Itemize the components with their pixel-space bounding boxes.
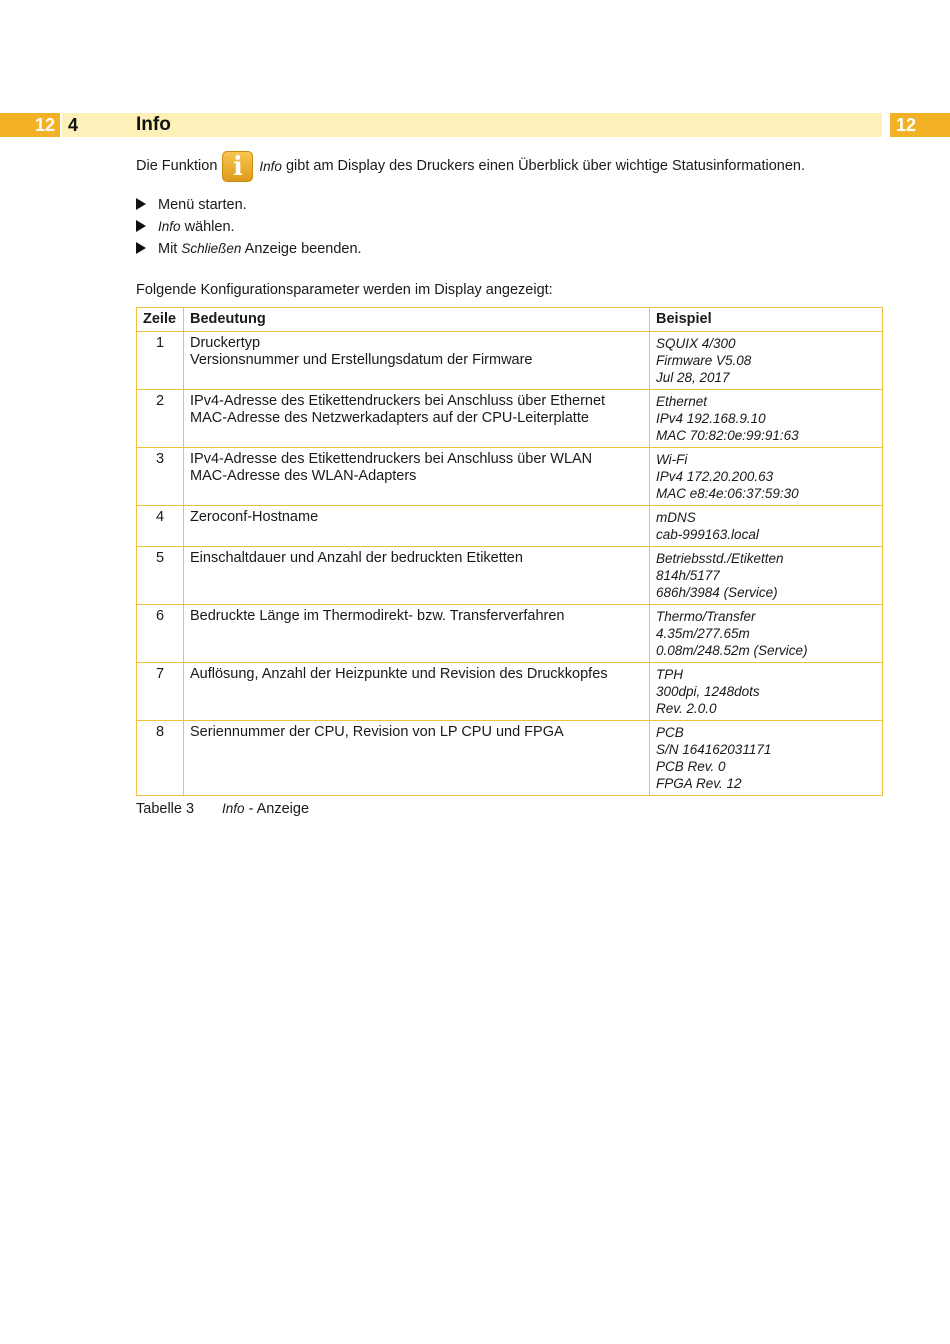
table-lead-text: Folgende Konfigurationsparameter werden im Display angezeigt:: [136, 282, 553, 298]
beispiel-line: Jul 28, 2017: [656, 370, 730, 385]
table-body: [137, 332, 883, 796]
beispiel-line: Firmware V5.08: [656, 353, 752, 368]
table-row: [137, 332, 883, 390]
cell-beispiel: [650, 605, 883, 663]
bedeutung-line: Druckertyp: [190, 335, 261, 351]
page-number-left: 12: [0, 113, 60, 137]
table-header-row: [137, 308, 883, 332]
triangle-bullet-icon: [136, 198, 146, 210]
bedeutung-line: Bedruckte Länge im Thermodirekt- bzw. Transferverfahren: [190, 608, 565, 624]
table-row: [137, 506, 883, 547]
cell-bedeutung: [184, 547, 650, 605]
beispiel-line: IPv4 172.20.200.63: [656, 469, 774, 484]
triangle-bullet-icon: [136, 242, 146, 254]
page-number-right: 12: [890, 113, 950, 137]
header-beispiel: Beispiel: [650, 308, 883, 332]
intro-after: gibt am Display des Druckers einen Überblick über wichtige Statusinformationen.: [285, 158, 805, 174]
table-caption: [136, 801, 309, 817]
bedeutung-line: Auflösung, Anzahl der Heizpunkte und Revision des Druckkopfes: [190, 666, 608, 682]
beispiel-line: MAC 70:82:0e:99:91:63: [656, 428, 799, 443]
beispiel-line: IPv4 192.168.9.10: [656, 411, 766, 426]
table-row: [137, 721, 883, 796]
beispiel-line: 300dpi, 1248dots: [656, 684, 760, 699]
intro-before: Die Funktion: [136, 158, 218, 174]
beispiel-line: Betriebsstd./Etiketten: [656, 551, 784, 566]
step-item: [136, 195, 362, 217]
cell-bedeutung: [184, 390, 650, 448]
cell-zeile: 5: [137, 547, 184, 605]
info-icon: i: [222, 151, 253, 182]
cell-bedeutung: [184, 448, 650, 506]
bedeutung-line: MAC-Adresse des Netzwerkadapters auf der CPU-Leiterplatte: [190, 410, 589, 426]
table-row: [137, 605, 883, 663]
page-header: [0, 113, 950, 137]
header-zeile: Zeile: [137, 308, 184, 332]
cell-bedeutung: [184, 605, 650, 663]
beispiel-line: 686h/3984 (Service): [656, 585, 778, 600]
step-prefix: Mit: [158, 241, 178, 257]
cell-bedeutung: [184, 663, 650, 721]
cell-beispiel: [650, 721, 883, 796]
caption-text: - Anzeige: [248, 801, 310, 817]
cell-bedeutung: [184, 721, 650, 796]
step-list: [136, 195, 362, 261]
beispiel-line: 0.08m/248.52m (Service): [656, 643, 808, 658]
cell-bedeutung: [184, 332, 650, 390]
beispiel-line: TPH: [656, 667, 683, 682]
beispiel-line: MAC e8:4e:06:37:59:30: [656, 486, 799, 501]
table-row: [137, 547, 883, 605]
beispiel-line: SQUIX 4/300: [656, 336, 736, 351]
beispiel-line: mDNS: [656, 510, 696, 525]
beispiel-line: cab-999163.local: [656, 527, 759, 542]
cell-zeile: 7: [137, 663, 184, 721]
step-item: [136, 217, 362, 239]
beispiel-line: Ethernet: [656, 394, 708, 409]
table-row: [137, 663, 883, 721]
caption-label: Tabelle 3: [136, 801, 195, 817]
cell-zeile: 2: [137, 390, 184, 448]
config-table: [136, 307, 883, 796]
intro-paragraph: [136, 150, 805, 182]
beispiel-line: Thermo/Transfer: [656, 609, 756, 624]
bedeutung-line: MAC-Adresse des WLAN-Adapters: [190, 468, 417, 484]
step-emphasis: Schließen: [181, 241, 242, 256]
step-emphasis: Info: [158, 219, 181, 234]
step-text: Anzeige beenden.: [244, 241, 362, 257]
bedeutung-line: Einschaltdauer und Anzahl der bedruckten Etiketten: [190, 550, 523, 566]
step-text: Menü starten.: [158, 197, 247, 213]
beispiel-line: 4.35m/277.65m: [656, 626, 750, 641]
cell-bedeutung: [184, 506, 650, 547]
beispiel-line: Rev. 2.0.0: [656, 701, 717, 716]
step-item: [136, 239, 362, 261]
step-text: wählen.: [184, 219, 235, 235]
bedeutung-line: Versionsnummer und Erstellungsdatum der Firmware: [190, 352, 533, 368]
beispiel-line: 814h/5177: [656, 568, 720, 583]
table-row: [137, 448, 883, 506]
cell-beispiel: [650, 390, 883, 448]
cell-zeile: 4: [137, 506, 184, 547]
intro-function-name: Info: [259, 158, 282, 174]
beispiel-line: FPGA Rev. 12: [656, 776, 742, 791]
cell-zeile: 1: [137, 332, 184, 390]
bedeutung-line: IPv4-Adresse des Etikettendruckers bei Anschluss über Ethernet: [190, 393, 606, 409]
cell-zeile: 6: [137, 605, 184, 663]
cell-beispiel: [650, 448, 883, 506]
bedeutung-line: Seriennummer der CPU, Revision von LP CPU und FPGA: [190, 724, 564, 740]
bedeutung-line: IPv4-Adresse des Etikettendruckers bei Anschluss über WLAN: [190, 451, 593, 467]
cell-beispiel: [650, 547, 883, 605]
chapter-number: 4: [68, 115, 79, 135]
cell-beispiel: [650, 506, 883, 547]
header-bedeutung: Bedeutung: [184, 308, 650, 332]
bedeutung-line: Zeroconf-Hostname: [190, 509, 319, 525]
caption-em: Info: [222, 801, 245, 816]
beispiel-line: PCB: [656, 725, 684, 740]
beispiel-line: S/N 164162031171: [656, 742, 772, 757]
table-row: [137, 390, 883, 448]
cell-beispiel: [650, 332, 883, 390]
cell-zeile: 8: [137, 721, 184, 796]
cell-zeile: 3: [137, 448, 184, 506]
beispiel-line: Wi-Fi: [656, 452, 688, 467]
cell-beispiel: [650, 663, 883, 721]
beispiel-line: PCB Rev. 0: [656, 759, 726, 774]
chapter-title: Info: [136, 114, 171, 135]
chapter-title-band: [62, 113, 882, 137]
triangle-bullet-icon: [136, 220, 146, 232]
